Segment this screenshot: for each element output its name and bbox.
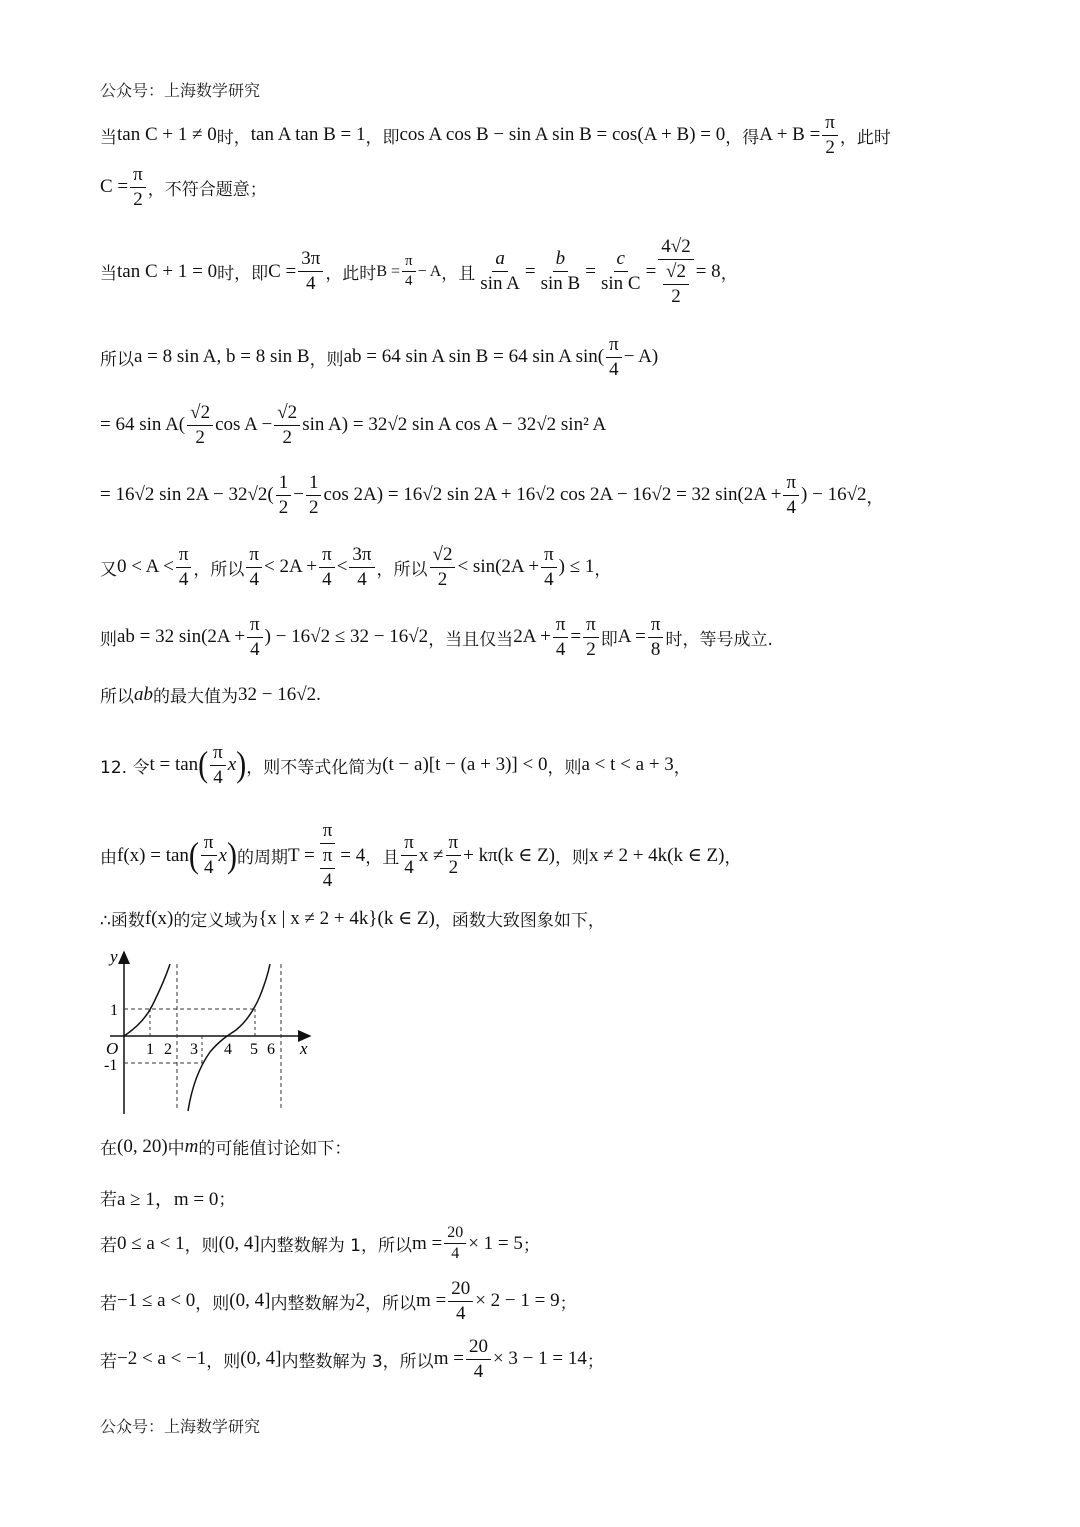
fraction-pi-over-pi-4: $\frac{\pi}{\frac{\pi}{4}}$ bbox=[317, 820, 339, 892]
math: (t − a)[t − (a + 3)] < 0 bbox=[382, 754, 548, 776]
text: ， bbox=[594, 559, 612, 580]
text: ，则 bbox=[195, 1293, 230, 1314]
math: cos A − bbox=[215, 414, 273, 436]
fraction-pi-over-4: $\frac{\pi}{4}$ bbox=[541, 544, 557, 591]
text: 若 bbox=[100, 1293, 117, 1314]
text: 内整数解为 3，所以 bbox=[281, 1351, 434, 1372]
text: 内整数解为 bbox=[270, 1293, 356, 1314]
text: ，则 bbox=[547, 757, 582, 778]
text: ∴函数 bbox=[100, 911, 145, 931]
text: 若 bbox=[100, 1351, 117, 1372]
case-neg1-le-a-lt-0 bbox=[100, 1278, 577, 1325]
x-tick-2: 2 bbox=[164, 1041, 172, 1058]
text: ，所以 bbox=[376, 559, 428, 580]
x-tick-1: 1 bbox=[146, 1041, 154, 1058]
math: a = 8 sin A, b = 8 sin B bbox=[134, 346, 310, 368]
math: B = bbox=[376, 262, 401, 280]
text: ； bbox=[559, 1293, 577, 1314]
solution-line-9 bbox=[100, 682, 321, 707]
math: = 16√2 sin 2A − 32√2( bbox=[100, 484, 274, 506]
text: 若 bbox=[100, 1190, 117, 1210]
math: (0, 4] bbox=[229, 1290, 271, 1312]
math: ab = 32 sin(2A + bbox=[117, 626, 246, 648]
math: x ≠ 2 + 4k(k ∈ Z) bbox=[589, 845, 725, 867]
math: (0, 20) bbox=[117, 1135, 168, 1157]
math: m = bbox=[415, 1290, 447, 1312]
text: ，不符合题意； bbox=[147, 179, 267, 200]
fraction-pi-over-4: $\frac{\pi}{4}$ bbox=[553, 614, 569, 661]
math: − A) bbox=[623, 346, 659, 368]
text: 中 bbox=[167, 1139, 185, 1159]
math: 2 bbox=[355, 1290, 365, 1312]
solution-line-7 bbox=[100, 544, 611, 591]
math: a ≥ 1，m = 0 bbox=[117, 1189, 219, 1210]
fraction-pi-over-4: $\frac{\pi}{4}$ bbox=[401, 832, 417, 879]
math: 0 < A < bbox=[117, 556, 174, 578]
math: = 4 bbox=[340, 844, 366, 866]
math: + kπ(k ∈ Z) bbox=[463, 845, 556, 867]
fraction-half: $\frac{1}{2}$ bbox=[276, 472, 292, 519]
math: × 1 = 5 bbox=[468, 1232, 523, 1254]
fraction-pi-over-4: $\frac{\pi}{4}$ bbox=[176, 544, 192, 591]
text: ，且 bbox=[365, 848, 400, 869]
math: cos 2A) = 16√2 sin 2A + 16√2 cos 2A − 16√2 = 32 sin(2A + bbox=[323, 484, 782, 506]
text: 的周期 bbox=[236, 848, 288, 869]
case-a-ge-1 bbox=[100, 1184, 235, 1211]
fraction-root2-over-2: $\frac{√2}{2}$ bbox=[274, 402, 300, 449]
fraction-pi-over-8: $\frac{\pi}{8}$ bbox=[648, 614, 664, 661]
math: sin A) = 32√2 sin A cos A − 32√2 sin² A bbox=[302, 414, 607, 436]
text: 则 bbox=[100, 629, 117, 650]
math: x ≠ bbox=[418, 844, 444, 866]
fraction-3pi-over-4: $\frac{3\pi}{4}$ bbox=[298, 248, 323, 295]
fraction-root2-over-2: $\frac{√2}{2}$ bbox=[187, 402, 213, 449]
math: ab bbox=[134, 683, 153, 705]
text: 所以 bbox=[100, 687, 134, 707]
math: × 2 − 1 = 9 bbox=[475, 1290, 560, 1312]
math: < sin(2A + bbox=[457, 556, 540, 578]
tan-branch-left bbox=[124, 964, 170, 1036]
text: 的定义域为 bbox=[173, 911, 259, 931]
text: ，所以 bbox=[364, 1293, 416, 1314]
fraction-pi-over-4: $\frac{\pi}{4}$ bbox=[402, 253, 416, 291]
math: x bbox=[218, 844, 227, 866]
solution-line-1 bbox=[100, 112, 891, 159]
math: f(x) bbox=[144, 907, 174, 929]
math: − A bbox=[417, 262, 442, 280]
text: 12. 令 bbox=[100, 757, 150, 778]
case-neg2-lt-a-lt-neg1 bbox=[100, 1336, 604, 1383]
x-tick-5: 5 bbox=[250, 1041, 258, 1058]
header-watermark: 公众号：上海数学研究 bbox=[100, 81, 261, 100]
fraction-c-over-sinC: $\frac{c}{\text{sin C}}$ bbox=[600, 248, 641, 295]
math: A = bbox=[617, 626, 646, 648]
text: 的可能值讨论如下： bbox=[198, 1139, 352, 1159]
text: 在 bbox=[100, 1139, 117, 1159]
text: ， bbox=[673, 757, 691, 778]
x-tick-6: 6 bbox=[267, 1041, 275, 1058]
text: ，则 bbox=[206, 1351, 241, 1372]
text: ，所以 bbox=[193, 559, 245, 580]
math: 0 ≤ a < 1 bbox=[117, 1232, 185, 1254]
text: ，则 bbox=[184, 1236, 219, 1257]
math: ) ≤ 1 bbox=[558, 556, 595, 578]
fraction-root2-over-2: $\frac{√2}{2}$ bbox=[430, 544, 456, 591]
math: ) − 16√2 ≤ 32 − 16√2 bbox=[264, 626, 429, 648]
math: tan C + 1 ≠ 0 bbox=[117, 124, 217, 146]
math: t = tan bbox=[149, 754, 199, 776]
text: 所以 bbox=[100, 349, 134, 370]
fraction-3pi-over-4: $\frac{3\pi}{4}$ bbox=[349, 544, 374, 591]
text: 时， bbox=[216, 127, 251, 148]
tan-branch-middle bbox=[188, 964, 270, 1111]
solution-line-4 bbox=[100, 334, 658, 381]
fraction-4root2-over-root2-2: $\frac{4√2}{\frac{√2}{2}}$ bbox=[658, 236, 693, 308]
x-tick-3: 3 bbox=[190, 1041, 198, 1058]
fraction-pi-over-4: $\frac{\pi}{4}$ bbox=[319, 544, 335, 591]
math: ab = 64 sin A sin B = 64 sin A sin( bbox=[343, 346, 605, 368]
text: ，函数大致图象如下， bbox=[434, 911, 605, 931]
math: 32 − 16√2 bbox=[238, 683, 317, 705]
math: = bbox=[570, 626, 582, 648]
y-tick-1: 1 bbox=[110, 1002, 118, 1019]
text: 即 bbox=[600, 629, 618, 650]
fraction-b-over-sinB: $\frac{b}{\text{sin B}}$ bbox=[540, 248, 581, 295]
math: a < t < a + 3 bbox=[581, 754, 674, 776]
text: 时，等号成立. bbox=[665, 629, 773, 650]
solution-line-8 bbox=[100, 614, 773, 661]
fraction-pi-over-4: $\frac{\pi}{4}$ bbox=[201, 832, 217, 879]
text: . bbox=[316, 683, 321, 705]
text: 的最大值为 bbox=[153, 687, 238, 707]
math: (0, 4] bbox=[218, 1232, 260, 1254]
fraction-pi-over-4: $\frac{\pi}{4}$ bbox=[246, 544, 262, 591]
math: −1 ≤ a < 0 bbox=[117, 1290, 196, 1312]
math: − bbox=[293, 484, 304, 506]
text: ，则 bbox=[309, 349, 344, 370]
text: ，此时 bbox=[839, 127, 891, 148]
math: = 64 sin A( bbox=[100, 414, 186, 436]
text: 由 bbox=[100, 848, 117, 869]
math: C = bbox=[268, 260, 297, 282]
case-0-le-a-lt-1 bbox=[100, 1224, 540, 1264]
math: = 8 bbox=[695, 260, 721, 282]
text: ，且 bbox=[441, 264, 476, 285]
fraction-20-over-4: $\frac{20}{4}$ bbox=[466, 1336, 491, 1383]
solution-line-6 bbox=[100, 472, 884, 519]
fraction-pi-over-4: $\frac{\pi}{4}$ bbox=[606, 334, 622, 381]
text: 内整数解为 1，所以 bbox=[259, 1236, 412, 1257]
math: ) − 16√2 bbox=[801, 484, 867, 506]
text: ， bbox=[724, 848, 742, 869]
math: m = bbox=[411, 1232, 443, 1254]
math: m bbox=[184, 1135, 199, 1157]
text: ，此时 bbox=[325, 264, 377, 285]
math: m = bbox=[433, 1348, 464, 1370]
math: tan A tan B = 1 bbox=[250, 124, 366, 146]
solution-line-5 bbox=[100, 402, 606, 449]
fraction-pi-over-4: $\frac{\pi}{4}$ bbox=[247, 614, 263, 661]
fraction-pi-over-2: $\frac{\pi}{2}$ bbox=[446, 832, 462, 879]
origin-label: O bbox=[106, 1039, 119, 1058]
text: 当 bbox=[100, 264, 117, 285]
text: 若 bbox=[100, 1236, 117, 1257]
math: < 2A + bbox=[264, 556, 318, 578]
math: A + B = bbox=[759, 124, 821, 146]
math: x bbox=[227, 754, 237, 776]
math: 2A + bbox=[513, 626, 551, 648]
text: 当 bbox=[100, 127, 117, 148]
problem-12-line-2: 由 f(x) = tan ( $\frac{\pi}{4}$ x ) 的周期 T = $\frac{\pi}{\frac{\pi}{4}}$ = 4 ，且 $\frac{\pi}{4}$ x ≠ $\frac{\pi}{2}$ + kπ(k ∈ Z) ，则 x ≠ 2 + 4k(k ∈ Z) ， bbox=[100, 820, 742, 891]
math: {x | x ≠ 2 + 4k}(k ∈ Z) bbox=[258, 908, 435, 929]
problem-12-line-1: 12. 令 t = tan ( $\frac{\pi}{4}$ x ) ，则不等式化简为 (t − a)[t − (a + 3)] < 0 ，则 a < t < a + 3 ， bbox=[100, 742, 691, 788]
fraction-pi-over-2: $\frac{\pi}{2}$ bbox=[583, 614, 599, 661]
text: ， bbox=[866, 487, 884, 508]
text: ，则不等式化简为 bbox=[246, 757, 383, 778]
text: ； bbox=[586, 1351, 604, 1372]
solution-line-2 bbox=[100, 164, 267, 211]
tan-function-graph bbox=[96, 946, 336, 1126]
fraction-a-over-sinA: $\frac{a}{\text{sin A}}$ bbox=[480, 248, 520, 295]
text: 时，即 bbox=[217, 264, 269, 285]
text: 又 bbox=[100, 559, 117, 580]
fraction-pi-over-4: $\frac{\pi}{4}$ bbox=[210, 742, 226, 789]
text: ； bbox=[522, 1236, 540, 1257]
solution-line-3: 当 tan C + 1 = 0 时，即 C = $\frac{3\pi}{4}$ ，此时 B = $\frac{\pi}{4}$ − A ，且 $\frac{a}{\text{sin A}}$ = $\frac{b}{\text{sin B}}$ = $\frac{c}{\text{sin C}}$ = $\frac{4√2}{\frac{√2}{2}}$ = 8 ， bbox=[100, 236, 738, 307]
math: T = bbox=[287, 844, 315, 866]
text: ，即 bbox=[365, 127, 400, 148]
math: C = bbox=[100, 176, 129, 198]
math: f(x) = tan bbox=[117, 844, 189, 866]
x-axis-label: x bbox=[300, 1039, 308, 1058]
text: ，则 bbox=[555, 848, 590, 869]
text: ； bbox=[218, 1190, 236, 1210]
y-axis-label: y bbox=[110, 947, 118, 966]
text: ，得 bbox=[725, 127, 760, 148]
footer-watermark: 公众号：上海数学研究 bbox=[100, 1417, 261, 1436]
text: ， bbox=[720, 264, 738, 285]
math: −2 < a < −1 bbox=[117, 1348, 207, 1370]
text: ，当且仅当 bbox=[428, 629, 514, 650]
x-tick-4: 4 bbox=[224, 1041, 232, 1058]
fraction-half: $\frac{1}{2}$ bbox=[306, 472, 322, 519]
fraction-pi-over-2: $\frac{\pi}{2}$ bbox=[822, 112, 838, 159]
math: < bbox=[336, 556, 348, 578]
fraction-pi-over-2: $\frac{\pi}{2}$ bbox=[130, 164, 146, 211]
fraction-20-over-4: $\frac{20}{4}$ bbox=[448, 1278, 473, 1325]
problem-12-line-3 bbox=[100, 906, 605, 931]
math: tan C + 1 = 0 bbox=[117, 260, 218, 282]
math: (0, 4] bbox=[240, 1348, 282, 1370]
fraction-pi-over-4: $\frac{\pi}{4}$ bbox=[783, 472, 799, 519]
y-tick-neg1: -1 bbox=[104, 1057, 118, 1074]
discussion-intro bbox=[100, 1134, 351, 1159]
math: cos A cos B − sin A sin B = cos(A + B) = 0 bbox=[399, 124, 726, 146]
fraction-20-over-4: $\frac{20}{4}$ bbox=[444, 1224, 466, 1264]
math: × 3 − 1 = 14 bbox=[492, 1348, 587, 1370]
